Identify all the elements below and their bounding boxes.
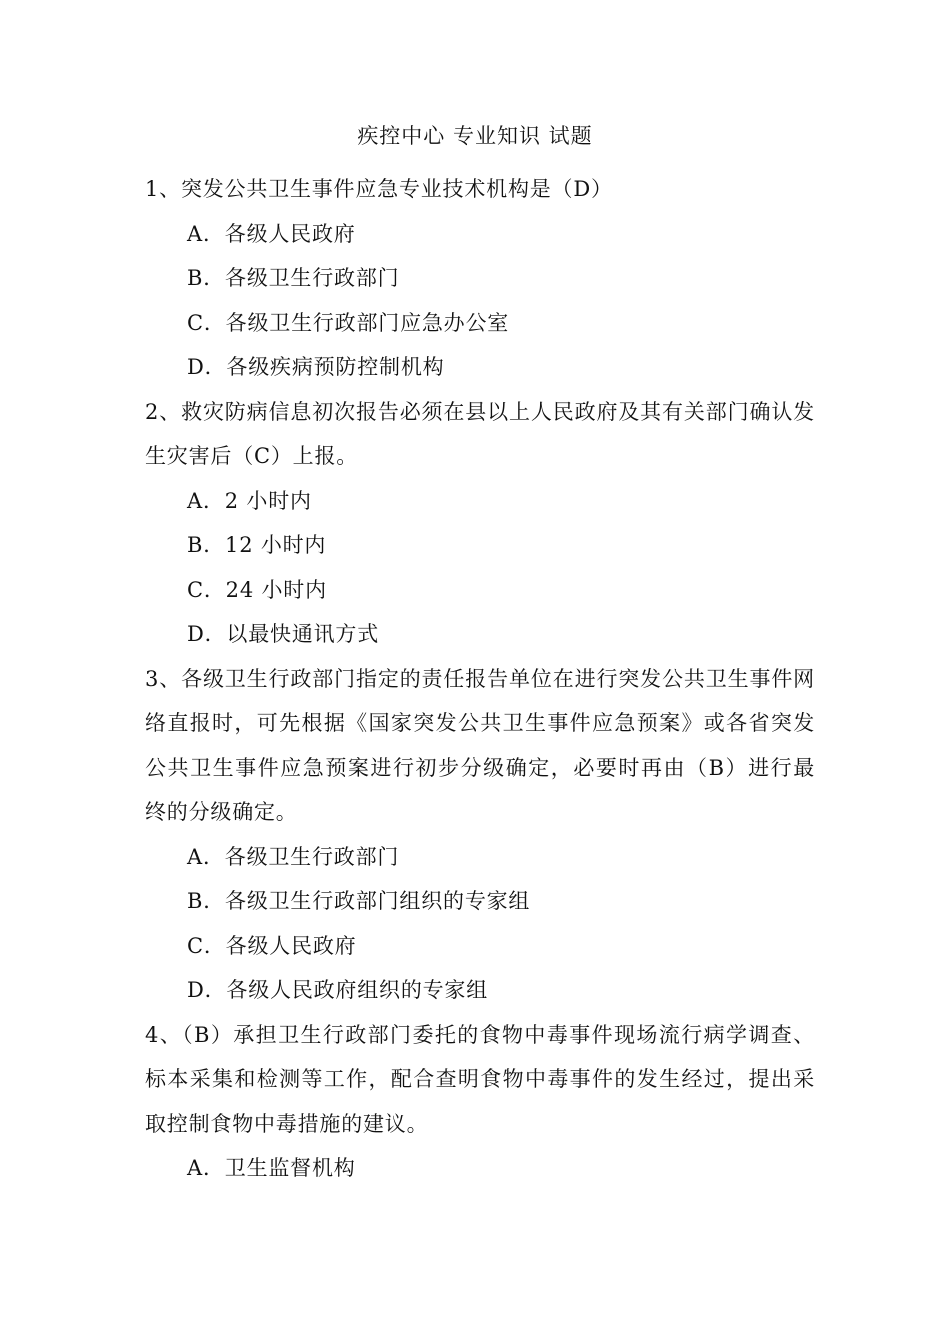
option-c: C．各级卫生行政部门应急办公室: [187, 310, 510, 335]
option-a: A．各级人民政府: [187, 221, 356, 246]
document-title: 疾控中心 专业知识 试题: [357, 124, 593, 148]
option-d: D．各级人民政府组织的专家组: [187, 978, 489, 1002]
question-2: [145, 390, 815, 657]
option-a: A．卫生监督机构: [187, 1156, 356, 1180]
question-list: [145, 167, 815, 1191]
option-c: C．各级人民政府: [187, 933, 357, 958]
question-1: [145, 167, 815, 390]
question-text: 1、突发公共卫生事件应急专业技术机构是（D）: [145, 177, 613, 201]
option-b: B．各级卫生行政部门组织的专家组: [187, 889, 531, 913]
question-text: 2、救灾防病信息初次报告必须在县以上人民政府及其有关部门确认发生灾害后（C）上报。: [145, 399, 815, 468]
option-b: B．各级卫生行政部门: [187, 266, 400, 290]
option-b: B．12 小时内: [187, 533, 327, 557]
option-a: A．2 小时内: [187, 488, 312, 513]
option-d: D．各级疾病预防控制机构: [187, 355, 445, 379]
option-a: A．各级卫生行政部门: [187, 844, 400, 869]
question-text: 3、各级卫生行政部门指定的责任报告单位在进行突发公共卫生事件网络直报时，可先根据《国家突发公共卫生事件应急预案》或各省突发公共卫生事件应急预案进行初步分级确定，必要时再由（B）进行最终的分级确定。: [145, 666, 815, 824]
question-3: [145, 657, 815, 1013]
option-c: C．24 小时内: [187, 577, 327, 602]
option-d: D．以最快通讯方式: [187, 622, 380, 646]
question-4: [145, 1013, 815, 1191]
question-text: 4、（B）承担卫生行政部门委托的食物中毒事件现场流行病学调查、标本采集和检测等工作，配合查明食物中毒事件的发生经过，提出采取控制食物中毒措施的建议。: [145, 1022, 815, 1136]
